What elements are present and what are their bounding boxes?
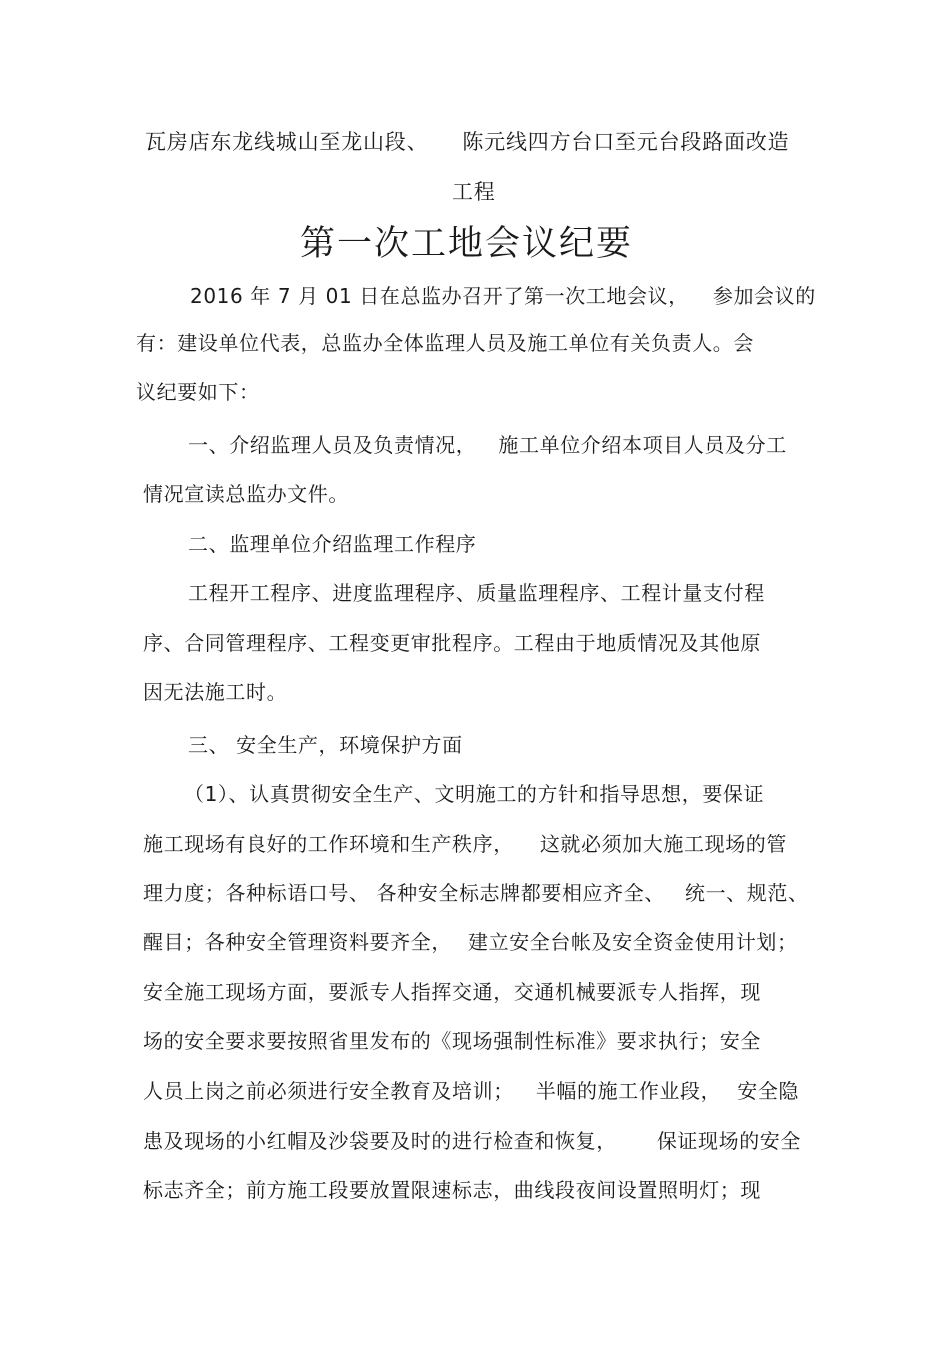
section-3-line-5: 安全施工现场方面，要派专人指挥交通，交通机械要派专人指挥，现	[143, 980, 761, 1004]
section-3-line-7	[143, 1078, 799, 1104]
section-2-line-2: 序、合同管理程序、工程变更审批程序。工程由于地质情况及其他原	[143, 631, 761, 655]
section-3-line-3-part-2: 统一、规范、	[684, 881, 809, 905]
section-1-line-1-part-2: 施工单位介绍本项目人员及分工	[498, 433, 787, 457]
section-3-line-7-part-1: 人员上岗之前必须进行安全教育及培训；	[143, 1079, 514, 1103]
project-name-part-1: 瓦房店东龙线城山至龙山段、	[145, 130, 429, 154]
section-3-line-8-part-2: 保证现场的安全	[656, 1129, 802, 1153]
section-3-line-3	[143, 880, 809, 906]
section-3-line-8	[143, 1128, 801, 1154]
section-2-line-1: 工程开工程序、进度监理程序、质量监理程序、工程计量支付程	[188, 581, 765, 605]
project-name-line-1	[145, 129, 789, 155]
section-3-line-1: （1）、认真贯彻安全生产、文明施工的方针和指导思想，要保证	[184, 782, 765, 806]
section-2-line-3: 因无法施工时。	[143, 680, 288, 704]
section-3-line-4	[143, 929, 798, 955]
intro-line-1-part-1: 2016 年 7 月 01 日在总监办召开了第一次工地会议，	[190, 284, 689, 308]
section-3-line-8-part-1: 患及现场的小红帽及沙袋要及时的进行检查和恢复，	[143, 1129, 617, 1153]
section-1-line-1	[188, 432, 787, 458]
section-1-line-2: 情况宣读总监办文件。	[143, 482, 349, 506]
section-3-line-4-part-1: 醒目；各种安全管理资料要齐全，	[143, 930, 452, 954]
intro-line-3: 议纪要如下：	[136, 380, 260, 404]
intro-line-1-part-2: 参加会议的	[712, 284, 816, 308]
section-3-line-9: 标志齐全；前方施工段要放置限速标志，曲线段夜间设置照明灯；现	[143, 1178, 761, 1202]
project-name-line-2: 工程	[452, 180, 496, 204]
section-3-line-3-part-1: 理力度；各种标语口号、 各种安全标志牌都要相应齐全、	[143, 881, 665, 905]
section-3-line-4-part-2: 建立安全台帐及安全资金使用计划；	[468, 930, 798, 954]
section-3-line-2	[143, 831, 787, 857]
section-3-line-7-part-2: 半幅的施工作业段，	[535, 1079, 722, 1103]
document-title: 第一次工地会议纪要	[300, 224, 634, 264]
section-3-line-2-part-2: 这就必须加大施工现场的管	[539, 832, 788, 856]
section-3-line-7-part-3: 安全隐	[737, 1079, 800, 1103]
section-1-line-1-part-1: 一、介绍监理人员及负责情况，	[188, 433, 477, 457]
project-name-part-2: 陈元线四方台口至元台段路面改造	[462, 130, 790, 154]
intro-line-2: 有：建设单位代表，总监办全体监理人员及施工单位有关负责人。会	[136, 331, 754, 355]
intro-line-1	[190, 283, 816, 309]
section-3-heading: 三、 安全生产，环境保护方面	[188, 733, 463, 757]
section-3-line-2-part-1: 施工现场有良好的工作环境和生产秩序，	[143, 832, 514, 856]
section-3-line-6: 场的安全要求要按照省里发布的《现场强制性标准》要求执行；安全	[143, 1029, 761, 1053]
section-2-heading: 二、监理单位介绍监理工作程序	[188, 532, 477, 556]
